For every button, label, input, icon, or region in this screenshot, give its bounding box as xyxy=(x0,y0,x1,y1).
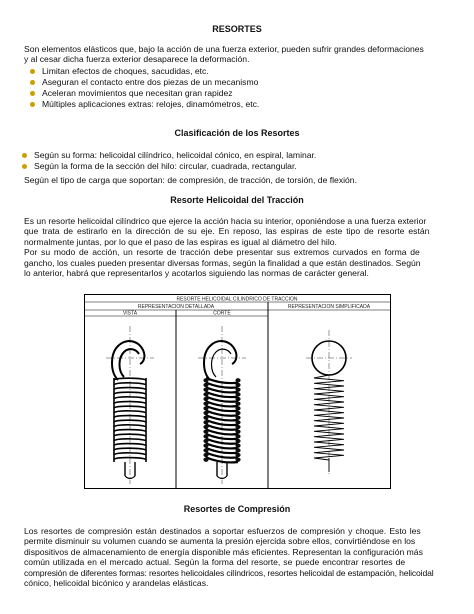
paragraph-line: común utilizada en el mercado actual. Según la forma del resorte, se puede encontrar resortes de xyxy=(24,557,406,568)
list-item: Múltiples aplicaciones extras: relojes, dinamómetros, etc. xyxy=(28,99,456,110)
paragraph-line: que trata de estirarlo en la dirección de su eje. En reposo, las espiras de este tipo de resorte están xyxy=(24,226,430,237)
list-item: Aceleran movimientos que necesitan gran rapidez xyxy=(28,88,456,99)
list-item: Según la forma de la sección del hilo: circular, cuadrada, rectangular. xyxy=(20,161,448,172)
intro-paragraph xyxy=(24,44,452,65)
figure-detailed-label: REPRESENTACION DETALLADA xyxy=(137,304,215,310)
bullet-icon xyxy=(22,153,27,158)
paragraph-line: cónico, helicoidal bicónico y arandelas elásticas. xyxy=(24,578,209,589)
section-heading-compresion: Resortes de Compresión xyxy=(183,504,291,514)
bullet-icon xyxy=(30,91,35,96)
list-item: Según su forma: helicoidal cilíndrico, helicoidal cónico, en espiral, laminar. xyxy=(20,150,448,161)
list-item: Aseguran el contacto entre dos piezas de un mecanismo xyxy=(28,77,456,88)
classification-list xyxy=(20,150,448,172)
bullet-icon xyxy=(22,164,27,169)
paragraph-line: Es un resorte helicoidal cilíndrico que ejerce la acción hacia su interior, oponiéndose a una fuerza exterior xyxy=(24,216,427,226)
bullet-icon xyxy=(30,69,35,74)
paragraph-line: dispositivos de almacenamiento de energía disponible más eficientes. Representan la configuración más xyxy=(24,546,423,557)
intro-line: Son elementos elásticos que, bajo la acción de una fuerza exterior, pueden sufrir grandes deformaciones xyxy=(24,44,424,54)
intro-line: y al cesar dicha fuerza exterior desaparece la deformación. xyxy=(24,54,250,65)
paragraph-line: permite disminuir su volumen cuando se aumenta la presión ejercida sobre ellos, convirtiéndose en los xyxy=(24,536,416,547)
compresion-paragraph xyxy=(24,526,452,588)
bullet-icon xyxy=(30,102,35,107)
section-heading-clasificacion: Clasificación de los Resortes xyxy=(174,128,300,138)
figure-simplified-label: REPRESENTACION SIMPLIFICADA xyxy=(287,304,371,310)
paragraph-line: Por su modo de acción, un resorte de tracción debe presentar sus extremos curvados en forma de xyxy=(24,247,420,258)
uses-list xyxy=(28,66,456,110)
bullet-icon xyxy=(30,80,35,85)
spring-figure xyxy=(84,294,391,489)
page-title: RESORTES xyxy=(212,24,262,34)
spring-drawing xyxy=(84,294,391,489)
figure-title: RESORTE HELICOIDAL CILINDRICO DE TRACCION xyxy=(176,296,298,303)
section-heading-traccion: Resorte Helicoidal del Tracción xyxy=(170,195,304,205)
paragraph-line: lo anterior, habrá que representarlos y acotarlos siguiendo las normas de carácter general. xyxy=(24,268,369,279)
traccion-paragraph xyxy=(24,216,452,278)
coil-turn xyxy=(114,378,146,380)
paragraph-line: normalmente juntas, por lo que el paso de las espiras es igual al diámetro del hilo. xyxy=(24,236,337,247)
spring-view-drawing xyxy=(112,341,146,478)
list-item: Limitan efectos de choques, sacudidas, etc. xyxy=(28,66,456,77)
paragraph-line: compresión de diferentes formas: resortes helicoidales cilíndricos, resortes helicoidal de estampación, helicoidal xyxy=(24,567,434,578)
coil-turn xyxy=(114,453,146,455)
paragraph-line: Los resortes de compresión están destinados a soportar esfuerzos de compresión y choque. Esto les xyxy=(24,526,421,536)
figure-view-label: VISTA xyxy=(122,310,138,317)
classification-extra: Según el tipo de carga que soportan: de compresión, de tracción, de torsión, de flexión. xyxy=(24,175,357,185)
paragraph-line: gancho, los cuales pueden presentar diversas formas, según la finalidad a que están destinados. Según xyxy=(24,257,421,268)
figure-cut-label: CORTE xyxy=(213,310,231,317)
